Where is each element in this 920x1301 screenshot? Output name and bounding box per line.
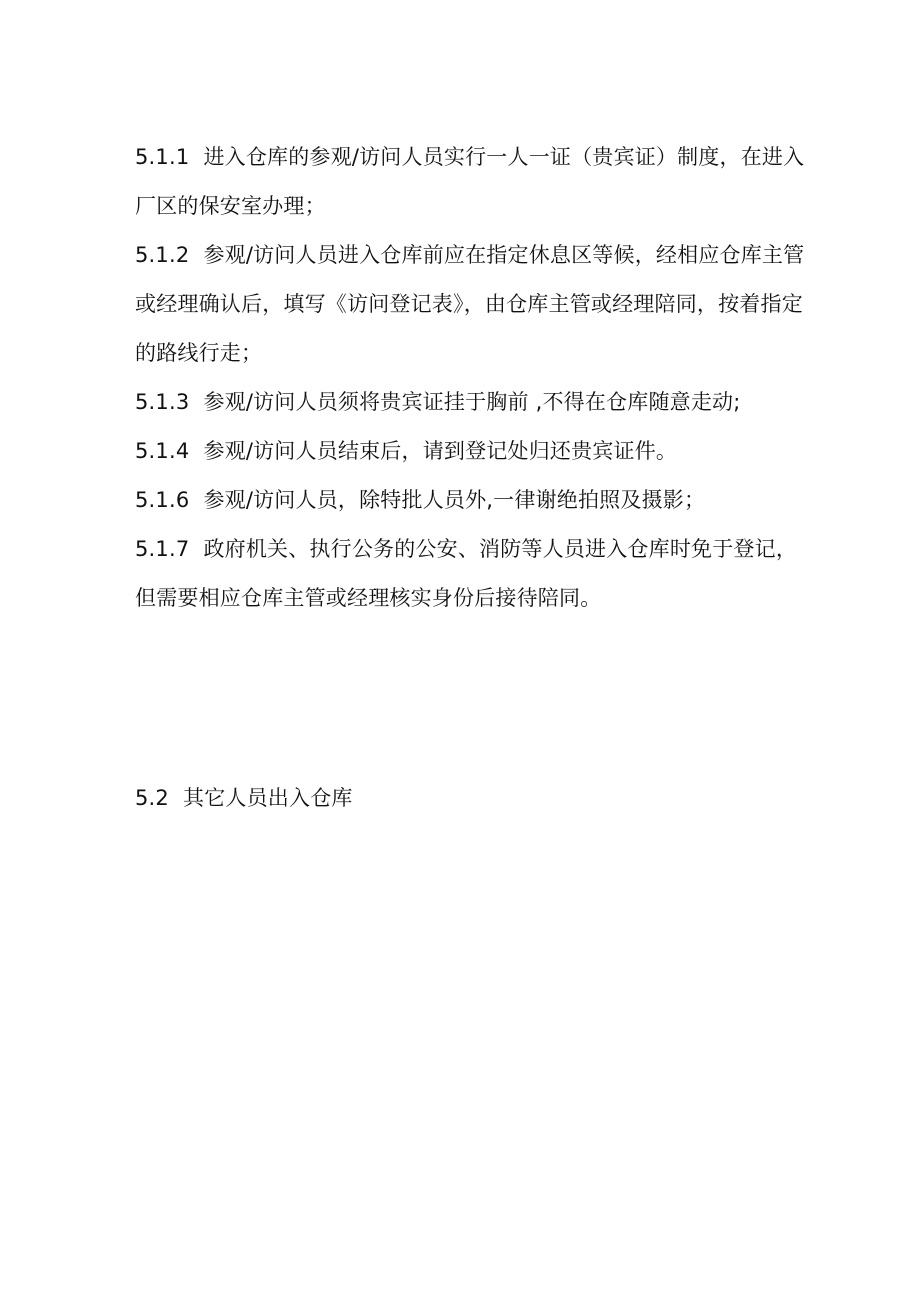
clause-5-1-4 [135,427,815,476]
clause-text: 参观/访问人员进入仓库前应在指定休息区等候，经相应仓库主管或经理确认后，填写《访问登记表》，由仓库主管或经理陪同，按着指定的路线行走； [135,243,805,365]
clause-5-1-7 [135,525,815,623]
clause-text: 进入仓库的参观/访问人员实行一人一证（贵宾证）制度，在进入厂区的保安室办理； [135,145,805,218]
clause-number: 5.1.1 [135,145,190,169]
clause-text: 参观/访问人员须将贵宾证挂于胸前 ,不得在仓库随意走动; [203,390,741,414]
clause-number: 5.1.3 [135,390,190,414]
clause-number: 5.1.6 [135,488,190,512]
clause-text: 参观/访问人员结束后，请到登记处归还贵宾证件。 [203,439,678,463]
clause-text: 政府机关、执行公务的公安、消防等人员进入仓库时免于登记，但需要相应仓库主管或经理核实身份后接待陪同。 [135,537,798,610]
clause-5-1-6 [135,476,815,525]
clause-text: 参观/访问人员，除特批人员外,一律谢绝拍照及摄影； [203,488,706,512]
clause-number: 5.1.7 [135,537,190,561]
clause-5-1-2 [135,231,815,378]
section-number: 5.2 [135,786,169,810]
clause-5-1-3 [135,378,815,427]
clause-number: 5.1.4 [135,439,190,463]
section-heading-5-2 [135,774,353,823]
clause-number: 5.1.2 [135,243,190,267]
section-title: 其它人员出入仓库 [183,786,353,810]
clause-list [135,133,815,623]
clause-5-1-1 [135,133,815,231]
